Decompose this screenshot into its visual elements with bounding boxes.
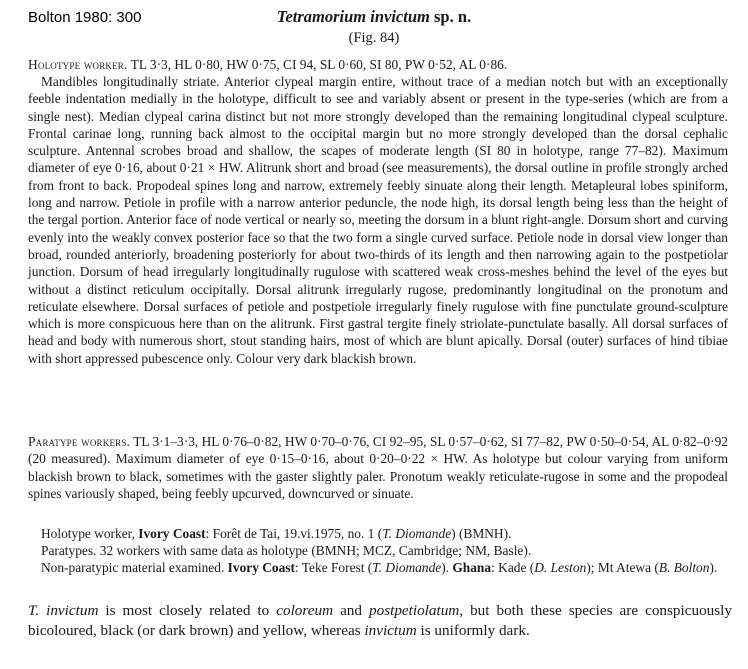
holotype-measurements-text: TL 3·3, HL 0·80, HW 0·75, CI 94, SL 0·60, SI 80, PW 0·52, AL 0·86. (127, 57, 508, 72)
holotype-depository: ) (BMNH). (451, 526, 512, 541)
species-heading (0, 7, 748, 47)
remarks-species-2: coloreum (276, 602, 334, 619)
nonpara-collector-3: B. Bolton (658, 560, 710, 575)
remarks-text-3: , but both these species are conspicuously bicoloured, black (or dark brown) and yellow, whereas (28, 602, 732, 639)
holotype-collector: T. Diomande (382, 526, 452, 541)
paratype-heading: Paratype workers. (28, 434, 131, 449)
remarks-text-1: is most closely related to (98, 602, 277, 619)
species-title (0, 7, 748, 27)
remarks-paragraph (28, 601, 732, 640)
material-examined (28, 525, 728, 576)
nonpara-collector-2: D. Leston (534, 560, 587, 575)
species-name: Tetramorium invictum (276, 7, 430, 26)
nonpara-locality-2: : Kade ( (491, 560, 535, 575)
nonpara-prefix: Non-paratypic material examined. (41, 560, 228, 575)
remarks-species-3: postpetiolatum (369, 602, 460, 619)
paratype-text: TL 3·1–3·3, HL 0·76–0·82, HW 0·70–0·76, CI 92–95, SL 0·57–0·62, SI 77–82, PW 0·50–0·54, AL 0·82–0·92 (20 measured). Maximum diameter of eye 0·15–0·16, about 0·20–0·22 × HW. As holotype but colour varying from uniform blackish brown to black, sometimes with the gaster slightly paler. Pronotum weakly reticulate-rugose in some and the propodeal spines variously shaped, being feebly upcurved, downcurved or sinuate. (28, 434, 728, 501)
figure-reference: (Fig. 84) (348, 30, 400, 46)
species-status: sp. n. (429, 7, 472, 26)
nonpara-end: ). (709, 560, 718, 575)
remarks-text-2: and (333, 602, 369, 619)
nonpara-country-1: Ivory Coast (227, 560, 295, 575)
nonpara-country-2: Ghana (452, 560, 492, 575)
holotype-description: Mandibles longitudinally striate. Anterior clypeal margin entire, without trace of a median notch but with an exceptionally feeble indentation medially in the holotype, difficult to see and variably absent or present in the type-series (which are from a single nest). Median clypeal carina distinct but not more strongly developed than the remaining longitudinal clypeal sculpture. Frontal carinae long, running back almost to the occipital margin but no more strongly developed than the dorsal cephalic sculpture. Antennal scrobes broad and shallow, the scapes of moderate length (SI 80 in holotype, range 77–82). Maximum diameter of eye 0·16, about 0·21 × HW. Alitrunk short and broad (see measurements), the dorsal outline in profile strongly arched from front to back. Propodeal spines long and narrow, extremely feebly sinuate along their length. Metapleural lobes spiniform, long and narrow. Petiole in profile with a narrow anterior peduncle, the node high, its dorsal length being less than the height of the tergal portion. Anterior face of node vertical or nearly so, meeting the dorsum in a blunt right-angle. Dorsum short and curving evenly into the weakly convex posterior face so that the two form a single curved surface. Petiole node in dorsal view longer than broad, rounded anteriorly, broadening posteriorly for about two-thirds of its length and then narrowing again to the postpetiolar junction. Dorsum of head irregularly longitudinally rugulose with scattered weak cross-meshes behind the level of the eyes but without a distinct reticulum occipitally. Dorsal alitrunk irregularly rugose, predominantly longitudinal on the pronotum and reticulate elsewhere. Dorsal surfaces of petiole and postpetiole irregularly finely rugulose with fine punctulate ground-sculpture which is more conspicuous here than on the alitrunk. First gastral tergite finely striolate-punctulate basally. All dorsal surfaces of head and body with numerous short, stout standing hairs, most of which are blunt apically. Dorsal (outer) surfaces of hind tibiae with short appressed pubescence only. Colour very dark blackish brown. (28, 74, 728, 366)
remarks-text-4: is uniformly dark. (416, 621, 530, 639)
holotype-material (28, 525, 728, 542)
holotype-material-prefix: Holotype worker, (41, 526, 139, 541)
holotype-heading: Holotype worker. (28, 57, 128, 72)
nonpara-locality-3: ); Mt Atewa ( (586, 560, 659, 575)
nonparatypic-material (28, 559, 728, 576)
holotype-measurements (28, 56, 728, 73)
holotype-locality: : Forêt de Tai, 19.vi.1975, no. 1 ( (205, 526, 383, 541)
holotype-country: Ivory Coast (138, 526, 206, 541)
remarks-species-1: T. invictum (28, 602, 99, 619)
paratype-description (28, 433, 728, 502)
nonpara-collector-1: T. Diomande (372, 560, 442, 575)
nonpara-locality-1: : Teke Forest ( (294, 560, 373, 575)
nonpara-separator: ). (441, 560, 453, 575)
source-citation: Bolton 1980: 300 (28, 9, 142, 26)
paratype-material: Paratypes. 32 workers with same data as holotype (BMNH; MCZ, Cambridge; NM, Basle). (41, 543, 532, 558)
remarks-species-4: invictum (364, 621, 417, 639)
